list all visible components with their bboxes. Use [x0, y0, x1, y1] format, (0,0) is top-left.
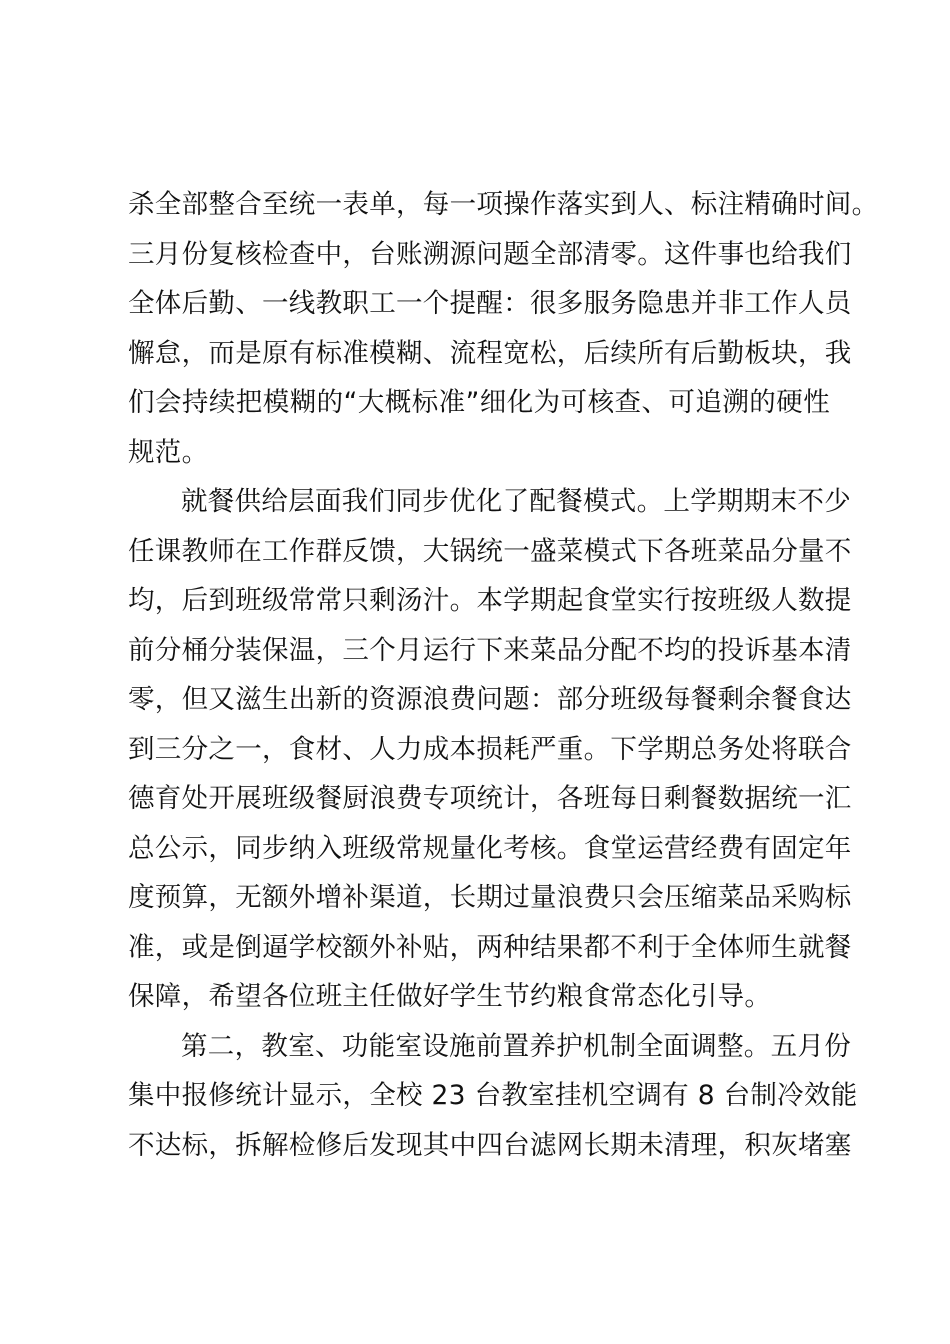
- text-line: 前分桶分装保温，三个月运行下来菜品分配不均的投诉基本清: [128, 634, 852, 666]
- text-line: 三月份复核检查中，台账溯源问题全部清零。这件事也给我们: [128, 238, 852, 270]
- text-line: 第二，教室、功能室设施前置养护机制全面调整。五月份: [181, 1030, 851, 1062]
- paragraph-1: [128, 180, 879, 477]
- text-line: 懈怠，而是原有标准模糊、流程宽松，后续所有后勤板块，我: [128, 337, 852, 369]
- text-line: 到三分之一，食材、人力成本损耗严重。下学期总务处将联合: [128, 733, 852, 765]
- paragraph-2: [128, 477, 852, 1022]
- text-line: 就餐供给层面我们同步优化了配餐模式。上学期期末不少: [181, 486, 851, 517]
- text-line: 均，后到班级常常只剩汤汁。本学期起食堂实行按班级人数提: [128, 585, 852, 616]
- text-line: 们会持续把模糊的“大概标准”细化为可核查、可追溯的硬性: [128, 387, 830, 418]
- text-line: 总公示，同步纳入班级常规量化考核。食堂运营经费有固定年: [128, 832, 852, 864]
- text-line: 度预算，无额外增补渠道，长期过量浪费只会压缩菜品采购标: [128, 882, 852, 913]
- text-line: 保障，希望各位班主任做好学生节约粮食常态化引导。: [128, 981, 772, 1012]
- text-line: 准，或是倒逼学校额外补贴，两种结果都不利于全体师生就餐: [128, 931, 852, 963]
- text-line: 集中报修统计显示，全校 23 台教室挂机空调有 8 台制冷效能: [128, 1080, 858, 1111]
- text-line: 全体后勤、一线教职工一个提醒：很多服务隐患并非工作人员: [128, 288, 852, 319]
- text-line: 任课教师在工作群反馈，大锅统一盛菜模式下各班菜品分量不: [128, 535, 852, 567]
- paragraph-3: [128, 1022, 858, 1171]
- text-line: 规范。: [128, 436, 209, 468]
- text-line: 零，但又滋生出新的资源浪费问题：部分班级每餐剩余餐食达: [128, 684, 852, 715]
- text-line: 不达标，拆解检修后发现其中四台滤网长期未清理，积灰堵塞: [128, 1129, 852, 1161]
- text-line: 杀全部整合至统一表单，每一项操作落实到人、标注精确时间。: [128, 189, 879, 220]
- text-line: 德育处开展班级餐厨浪费专项统计，各班每日剩餐数据统一汇: [128, 783, 852, 814]
- document-body: [128, 180, 879, 1170]
